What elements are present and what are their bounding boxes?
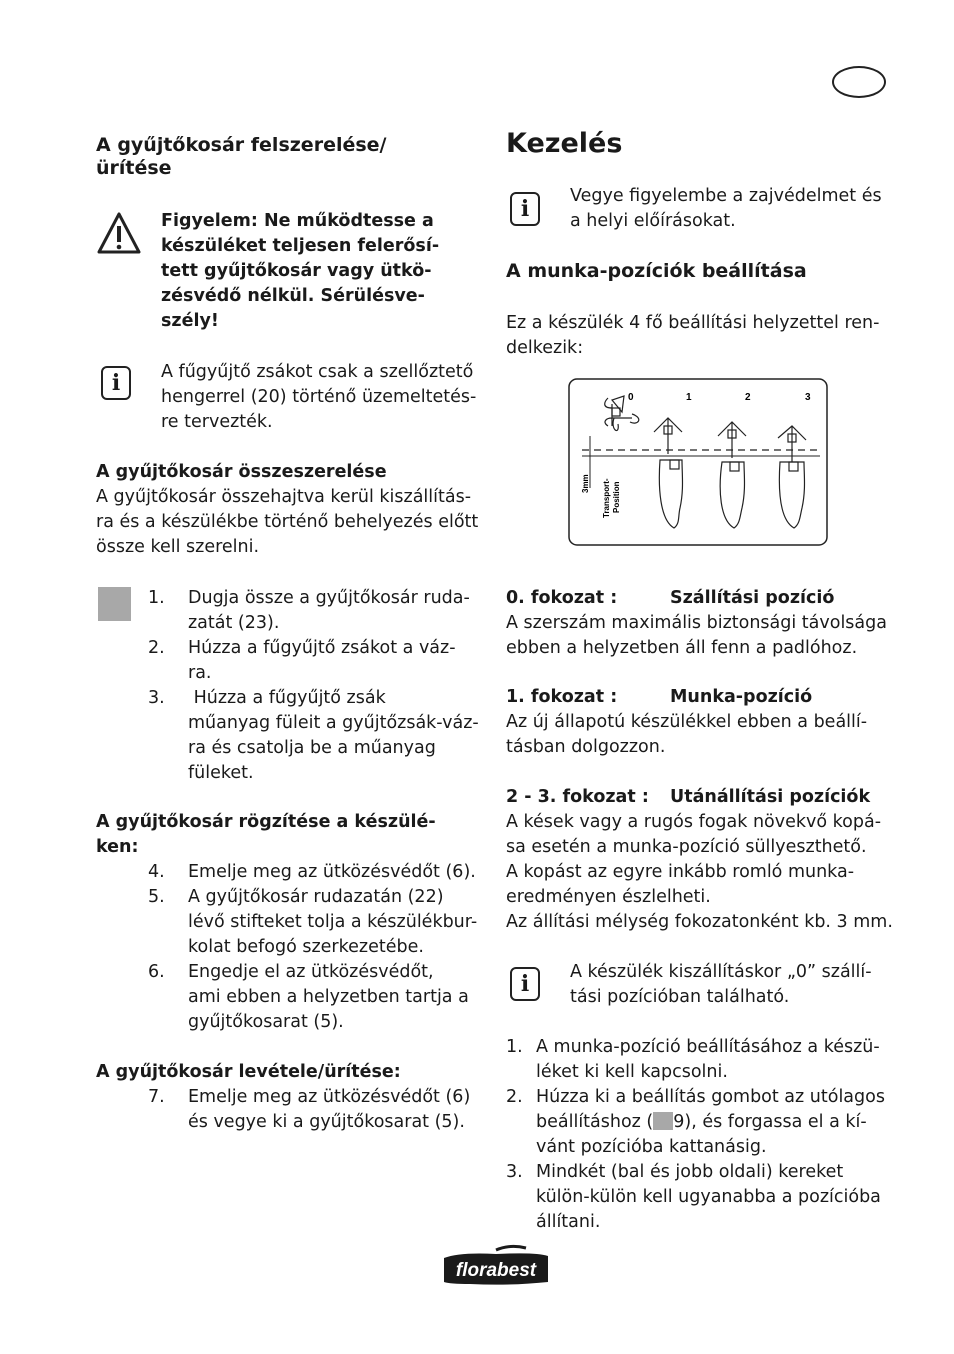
step-line-part: beállításhoz ( bbox=[536, 1112, 654, 1132]
list-item bbox=[148, 586, 483, 636]
step-number: 1. bbox=[148, 588, 165, 608]
step-line: ra és csatolja be a műanyag bbox=[188, 738, 436, 758]
paragraph-line: ra és a készülékbe történő behelyezés előtt bbox=[96, 512, 479, 532]
step-line: Emelje meg az ütközésvédőt (6). bbox=[188, 862, 476, 882]
list-item bbox=[506, 1085, 906, 1160]
warning-line: zésvédő nélkül. Sérülésve- bbox=[161, 286, 425, 306]
paragraph-line: ebben a helyzetben áll fenn a padlóhoz. bbox=[506, 638, 858, 658]
step-line: kolat befogó szerkezetébe. bbox=[188, 937, 424, 957]
position-number-2: 2 bbox=[745, 392, 751, 403]
list-item bbox=[148, 960, 483, 1035]
step-number: 2. bbox=[506, 1087, 523, 1107]
info-text-left bbox=[161, 360, 481, 435]
assembly-steps bbox=[148, 586, 483, 786]
step-number: 7. bbox=[148, 1087, 165, 1107]
list-item bbox=[506, 1035, 906, 1085]
step-line: A gyűjtőkosár rudazatán (22) bbox=[188, 887, 444, 907]
paragraph-line: sa esetén a munka-pozíció süllyeszthető. bbox=[506, 837, 867, 857]
info-line: a helyi előírásokat. bbox=[570, 211, 736, 231]
language-marker-oval bbox=[832, 66, 886, 98]
paragraph-line: Ez a készülék 4 fő beállítási helyzettel ren- bbox=[506, 313, 880, 333]
level-23-section bbox=[506, 785, 906, 935]
level-title: Utánállítási pozíciók bbox=[670, 787, 871, 807]
step-line: ra. bbox=[188, 663, 212, 683]
level-title: Munka-pozíció bbox=[670, 687, 813, 707]
figure-reference-square bbox=[98, 587, 131, 621]
assembly-section bbox=[96, 460, 486, 560]
paragraph-line: össze kell szerelni. bbox=[96, 537, 260, 557]
list-item bbox=[506, 1160, 906, 1235]
step-line: léket ki kell kapcsolni. bbox=[536, 1062, 728, 1082]
transport-label-1: Transport- bbox=[602, 478, 611, 518]
step-line: és vegye ki a gyűjtőkosarat (5). bbox=[188, 1112, 465, 1132]
logo-text: florabest bbox=[455, 1260, 537, 1281]
paragraph-line: A kések vagy a rugós fogak növekvő kopá- bbox=[506, 812, 882, 832]
attach-heading bbox=[96, 810, 486, 860]
page-title: Kezelés bbox=[506, 128, 623, 159]
warning-line: tett gyűjtőkosár vagy ütkö- bbox=[161, 261, 432, 281]
level-0-header bbox=[506, 586, 906, 611]
adjust-steps bbox=[506, 1035, 906, 1235]
step-line: gyűjtőkosarat (5). bbox=[188, 1012, 344, 1032]
level-title: Szállítási pozíció bbox=[670, 588, 835, 608]
step-line: ami ebben a helyzetben tartja a bbox=[188, 987, 469, 1007]
step-line: zatát (23). bbox=[188, 613, 280, 633]
list-item bbox=[148, 1085, 483, 1135]
transport-label-2: Position bbox=[612, 481, 621, 513]
step-number: 2. bbox=[148, 638, 165, 658]
level-label: 2 - 3. fokozat : bbox=[506, 787, 649, 807]
step-line: Húzza ki a beállítás gombot az utólagos bbox=[536, 1087, 885, 1107]
warning-text bbox=[161, 209, 471, 334]
info-line: A készülék kiszállításkor „0” szállí- bbox=[570, 962, 872, 982]
info-icon: i bbox=[510, 967, 540, 1001]
heading-line: ken: bbox=[96, 837, 139, 857]
list-item bbox=[148, 636, 483, 686]
attach-steps bbox=[148, 860, 483, 1035]
info-icon: i bbox=[510, 192, 540, 226]
step-line: Emelje meg az ütközésvédőt (6) bbox=[188, 1087, 471, 1107]
paragraph-line: A kopást az egyre inkább romló munka- bbox=[506, 862, 855, 882]
heading-line: A gyűjtőkosár felszerelése/ bbox=[96, 134, 387, 156]
step-line: Mindkét (bal és jobb oldali) kereket bbox=[536, 1162, 844, 1182]
warning-line: Figyelem: Ne működtesse a bbox=[161, 211, 434, 231]
level-0-section bbox=[506, 586, 906, 661]
paragraph-line: A gyűjtőkosár összehajtva kerül kiszállítás- bbox=[96, 487, 472, 507]
level-1-section bbox=[506, 685, 906, 760]
warning-line: készüléket teljesen felerősí- bbox=[161, 236, 440, 256]
list-item bbox=[148, 686, 483, 786]
paragraph-line: eredményen észlelheti. bbox=[506, 887, 711, 907]
level-23-header bbox=[506, 785, 906, 810]
heading-line: ürítése bbox=[96, 157, 172, 179]
step-number: 3. bbox=[148, 688, 165, 708]
step-line bbox=[536, 1110, 906, 1135]
step-line-part: 9), és forgassa el a kí- bbox=[673, 1112, 867, 1132]
assembly-heading: A gyűjtőkosár összeszerelése bbox=[96, 462, 387, 482]
list-item bbox=[148, 885, 483, 960]
position-number-1: 1 bbox=[686, 392, 692, 403]
level-1-header bbox=[506, 685, 906, 710]
step-line: vánt pozícióba kattanásig. bbox=[536, 1137, 767, 1157]
info-line: tási pozícióban található. bbox=[570, 987, 790, 1007]
step-line: állítani. bbox=[536, 1212, 601, 1232]
level-label: 0. fokozat : bbox=[506, 588, 618, 608]
position-diagram bbox=[568, 378, 828, 546]
info-line: Vegye figyelembe a zajvédelmet és bbox=[570, 186, 882, 206]
info-line: hengerrel (20) történő üzemeltetés- bbox=[161, 387, 477, 407]
paragraph-line: delkezik: bbox=[506, 338, 584, 358]
paragraph-line: A szerszám maximális biztonsági távolsága bbox=[506, 613, 887, 633]
list-item bbox=[148, 860, 483, 885]
step-number: 6. bbox=[148, 962, 165, 982]
warning-triangle-icon bbox=[96, 210, 142, 256]
level-label: 1. fokozat : bbox=[506, 687, 618, 707]
info-text-right-1 bbox=[570, 184, 900, 234]
info-icon: i bbox=[101, 366, 131, 400]
step-number: 3. bbox=[506, 1162, 523, 1182]
step-line: műanyag füleit a gyűjtőzsák-váz- bbox=[188, 713, 479, 733]
step-line: füleket. bbox=[188, 763, 254, 783]
info-line: A fűgyűjtő zsákot csak a szellőztető bbox=[161, 362, 474, 382]
step-line: Húzza a fűgyűjtő zsákot a váz- bbox=[188, 638, 456, 658]
warning-line: szély! bbox=[161, 311, 219, 331]
section-heading-basket bbox=[96, 134, 476, 180]
info-text-right-2 bbox=[570, 960, 900, 1010]
position-number-3: 3 bbox=[805, 392, 811, 403]
step-line: külön-külön kell ugyanabba a pozícióba bbox=[536, 1187, 881, 1207]
remove-heading: A gyűjtőkosár levétele/ürítése: bbox=[96, 1062, 401, 1082]
step-line: A munka-pozíció beállításához a készü- bbox=[536, 1037, 880, 1057]
step-number: 4. bbox=[148, 862, 165, 882]
florabest-logo bbox=[440, 1244, 552, 1286]
positions-intro bbox=[506, 311, 896, 361]
positions-heading: A munka-pozíciók beállítása bbox=[506, 260, 807, 282]
step-line: lévő stifteket tolja a készülékbur- bbox=[188, 912, 478, 932]
step-line: Húzza a fűgyűjtő zsák bbox=[188, 688, 386, 708]
step-line: Engedje el az ütközésvédőt, bbox=[188, 962, 434, 982]
step-number: 5. bbox=[148, 887, 165, 907]
depth-label: 3mm bbox=[581, 474, 590, 493]
step-line: Dugja össze a gyűjtőkosár ruda- bbox=[188, 588, 470, 608]
heading-line: A gyűjtőkosár rögzítése a készülé- bbox=[96, 812, 436, 832]
paragraph-line: tásban dolgozzon. bbox=[506, 737, 666, 757]
step-number: 1. bbox=[506, 1037, 523, 1057]
position-number-0: 0 bbox=[628, 392, 634, 403]
paragraph-line: Az új állapotú készülékkel ebben a beállí- bbox=[506, 712, 868, 732]
figure-reference-square bbox=[653, 1112, 673, 1130]
paragraph-line: Az állítási mélység fokozatonként kb. 3 mm. bbox=[506, 912, 893, 932]
remove-steps bbox=[148, 1085, 483, 1135]
info-line: re tervezték. bbox=[161, 412, 273, 432]
